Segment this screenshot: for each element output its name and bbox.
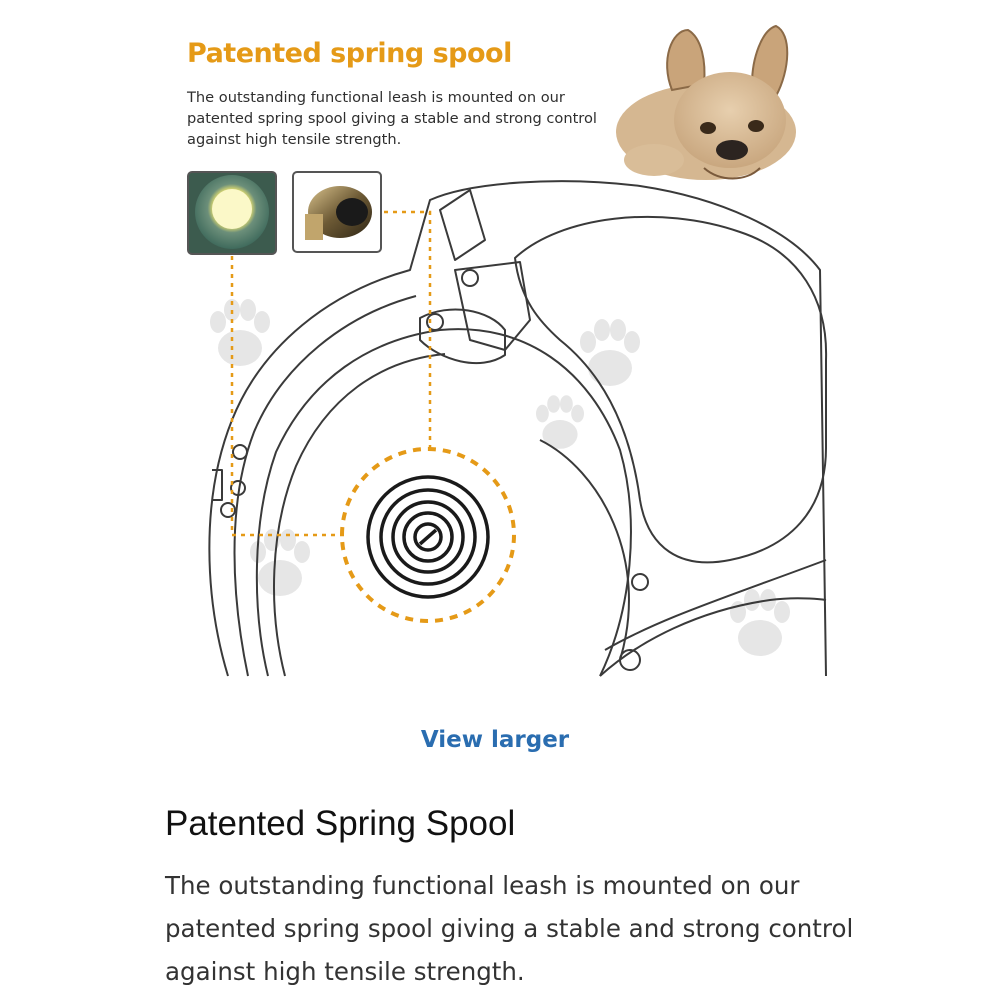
spring-roll-thumbnail	[293, 172, 381, 252]
spring-spool-icon	[368, 477, 488, 597]
dog-photo	[616, 26, 796, 180]
spring-coil-thumbnail	[188, 172, 276, 254]
leash-housing-outline	[209, 181, 826, 676]
image-title: Patented spring spool	[187, 38, 512, 69]
section-heading: Patented Spring Spool	[165, 804, 516, 843]
section-body: The outstanding functional leash is mounted on our patented spring spool giving a stable and strong control against high tensile strength.	[165, 871, 854, 986]
paw-print-icon	[210, 299, 790, 656]
view-larger-link[interactable]: View larger	[420, 727, 570, 753]
image-description: The outstanding functional leash is mounted on our patented spring spool giving a stable and strong control against high tensile strength.	[187, 89, 597, 148]
